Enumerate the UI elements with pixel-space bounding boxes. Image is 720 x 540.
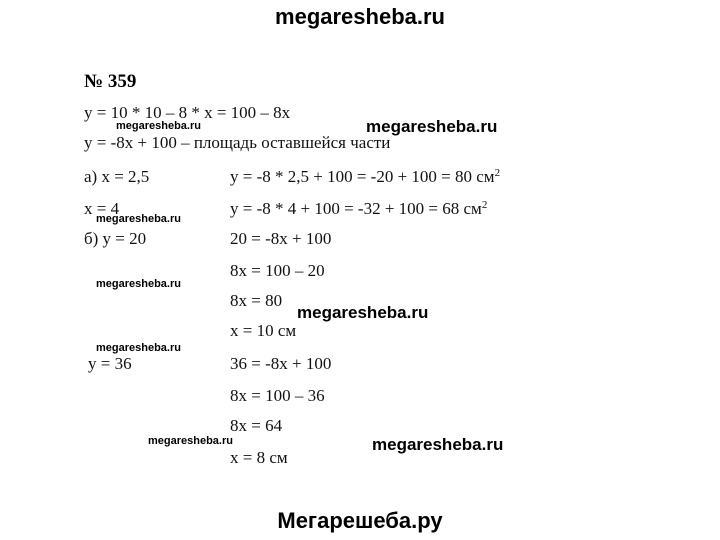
site-header: megaresheba.ru: [275, 4, 445, 29]
y36-step-1: 36 = -8x + 100: [230, 354, 332, 373]
part-b-step-3: 8x = 80: [230, 291, 283, 310]
part-b-label: б) y = 20: [84, 229, 147, 248]
y36-label: y = 36: [88, 354, 132, 373]
watermark-small: megaresheba.ru: [148, 435, 233, 447]
watermark-large: megaresheba.ru: [297, 303, 429, 322]
equation-line-1: y = 10 * 10 – 8 * x = 100 – 8x: [84, 103, 291, 122]
watermark-small: megaresheba.ru: [96, 213, 181, 225]
y36-step-2: 8x = 100 – 36: [230, 386, 325, 405]
watermark-small: megaresheba.ru: [116, 120, 201, 132]
x4-calc: y = -8 * 4 + 100 = -32 + 100 = 68 $см^2$: [230, 199, 488, 218]
part-b-step-4: x = 10 см: [230, 321, 297, 340]
x4-label: x = 4: [84, 199, 120, 218]
problem-number: № 359: [84, 71, 137, 92]
equation-line-2: y = -8x + 100 – площадь оставшейся части: [84, 133, 391, 152]
part-a-calc: y = -8 * 2,5 + 100 = -20 + 100 = 80 $см^2$: [230, 167, 501, 186]
watermark-small: megaresheba.ru: [96, 278, 181, 290]
y36-step-4: x = 8 см: [230, 448, 288, 467]
watermark-small: megaresheba.ru: [96, 342, 181, 354]
site-footer: Мегарешеба.ру: [277, 508, 443, 533]
watermark-large: megaresheba.ru: [372, 435, 504, 454]
y36-step-3: 8x = 64: [230, 416, 283, 435]
part-a-label: а) x = 2,5: [84, 167, 150, 186]
part-b-step-1: 20 = -8x + 100: [230, 229, 332, 248]
watermark-large: megaresheba.ru: [366, 117, 498, 136]
part-b-step-2: 8x = 100 – 20: [230, 261, 325, 280]
